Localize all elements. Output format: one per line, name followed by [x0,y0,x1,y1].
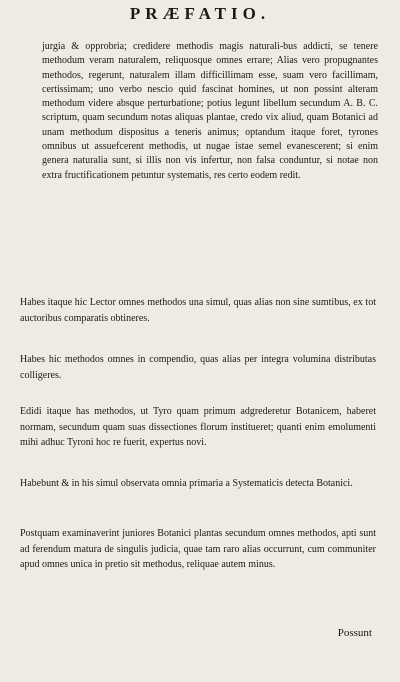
page-header: PRÆFATIO. [129,4,271,23]
paragraph-1: jurgia & opprobria; credidere methodis magis naturali-bus addicti, se tenere methodum veram naturalem, reliquosque omnes errare; Alias vero propugnantes methodos, regerunt, naturalem illam difficillimam esse, suam vero facillimam, certissimam; uno verbo nescio quid fascinat homines, ut non possint alteram methodum videre absque perturbatione; potius legunt libellum secundum A. B. C. scriptum, quam secundum notas aliquas plantae, credo vix aliud, quam Botanici ad unam methodum dispositus a teneris animus; optandum itaque foret, tyrones omnibus ut assuefcerent methodis, ut nugae istae semel evanescerent; si enim genera naturalia sunt, si illis non vis infertur, non falsa conduntur, si notae non extra fructificationem petuntur systematis, res certo eodem redit. [42,41,378,181]
paragraph-4: Edidi itaque has methodos, ut Tyro quam primum adgrederetur Botanicem, haberet normam, secundum quam suas dissectiones florum institueret; quanti enim emolumenti mihi adhuc Tyroni hoc re fuerit, expertus novi. [20,406,376,448]
paragraph-3: Habes hic methodos omnes in compendio, quas alias per integra volumina distributas colligeres. [20,354,376,381]
paragraph-5: Habebunt & in his simul observata omnia primaria a Systematicis detecta Botanici. [20,478,353,489]
paragraph-6: Postquam examinaverint juniores Botanici plantas secundum omnes methodos, apti sunt ad ferendum matura de singulis judicia, quae tam raro alias occurrunt, cum communiter apud omnes unica in pretio sit methodus, reliquae autem minus. [20,528,376,570]
catchword: Possunt [337,627,372,639]
paragraph-2: Habes itaque hic Lector omnes methodos una simul, quas alias non sine sumtibus, ex tot auctoribus comparatis obtineres. [20,297,376,324]
